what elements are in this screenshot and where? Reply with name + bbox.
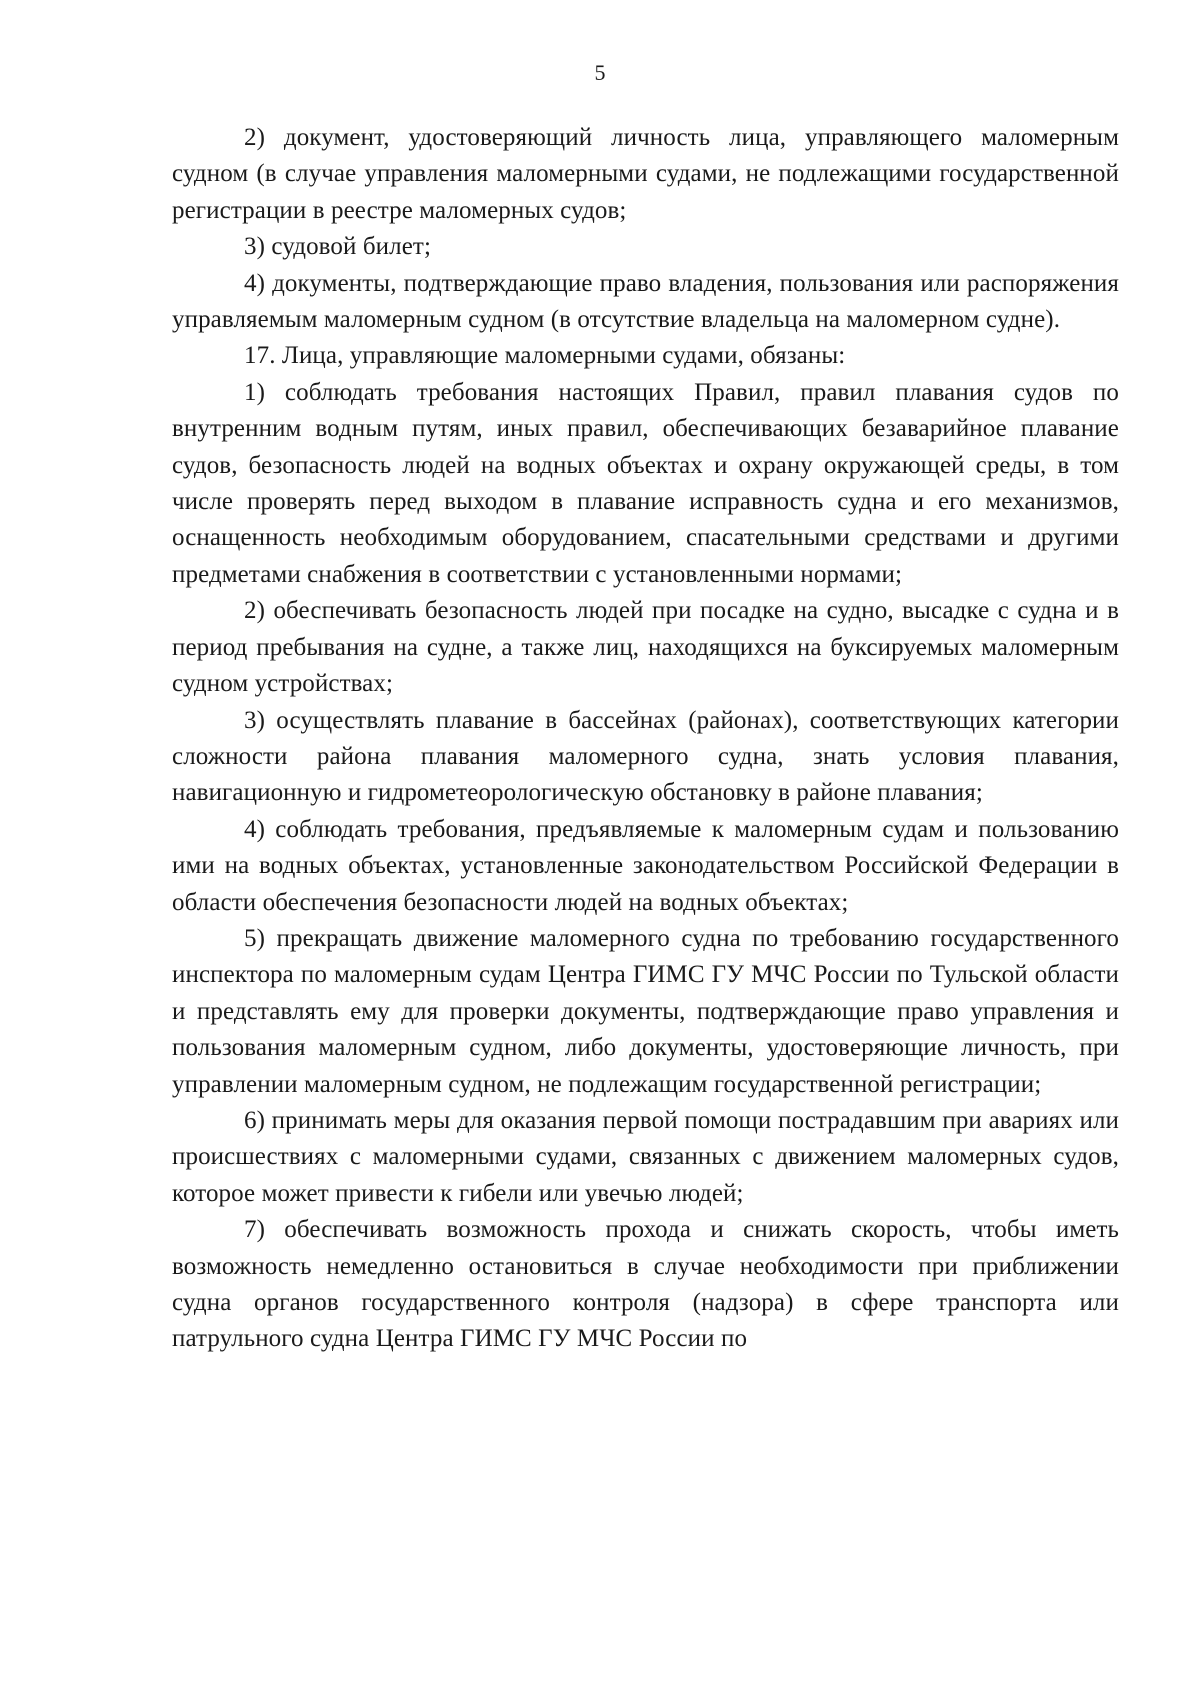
paragraph-duty-2: 2) обеспечивать безопасность людей при посадке на судно, высадке с судна и в период пребывания на судне, а также лиц, находящихся на буксируемых маломерным судном устройствах;	[172, 597, 1119, 698]
page-number: 5	[594, 60, 606, 85]
paragraph-section-17-heading: 17. Лица, управляющие маломерными судами, обязаны:	[244, 342, 846, 370]
paragraph-duty-7: 7) обеспечивать возможность прохода и снижать скорость, чтобы иметь возможность немедленно остановиться в случае необходимости при приближении судна органов государственного контроля (надзора) в сфере транспорта или патрульного судна Центра ГИМС ГУ МЧС России по	[172, 1216, 1119, 1353]
paragraph-duty-4: 4) соблюдать требования, предъявляемые к маломерным судам и пользованию ими на водных объектах, установленные законодательством Российской Федерации в области обеспечения безопасности людей на водных объектах;	[172, 815, 1119, 916]
paragraph-item-2-identity-document: 2) документ, удостоверяющий личность лица, управляющего маломерным судном (в случае управления маломерными судами, не подлежащими государственной регистрации в реестре маломерных судов;	[172, 124, 1119, 224]
paragraph-item-4-ownership-documents: 4) документы, подтверждающие право владения, пользования или распоряжения управляемым маломерным судном (в отсутствие владельца на маломерном судне).	[172, 269, 1119, 334]
paragraph-duty-1: 1) соблюдать требования настоящих Правил, правил плавания судов по внутренним водным путям, иных правил, обеспечивающих безаварийное плавание судов, безопасность людей на водных объектах и охрану окружающей среды, в том числе проверять перед выходом в плавание исправность судна и его механизмов, оснащенность необходимым оборудованием, спасательными средствами и другими предметами снабжения в соответствии с установленными нормами;	[172, 378, 1119, 588]
document-body	[172, 120, 1119, 1358]
paragraph-item-3-ship-ticket: 3) судовой билет;	[244, 233, 431, 261]
paragraph-duty-5: 5) прекращать движение маломерного судна по требованию государственного инспектора по маломерным судам Центра ГИМС ГУ МЧС России по Тульской области и представлять ему для проверки документы, подтверждающие право управления и пользования маломерным судном, либо документы, удостоверяющие личность, при управлении маломерным судном, не подлежащим государственной регистрации;	[172, 924, 1119, 1098]
paragraph-duty-6: 6) принимать меры для оказания первой помощи пострадавшим при авариях или происшествиях с маломерными судами, связанных с движением маломерных судов, которое может привести к гибели или увечью людей;	[172, 1106, 1119, 1207]
paragraph-duty-3: 3) осуществлять плавание в бассейнах (районах), соответствующих категории сложности района плавания маломерного судна, знать условия плавания, навигационную и гидрометеорологическую обстановку в районе плавания;	[172, 706, 1119, 807]
